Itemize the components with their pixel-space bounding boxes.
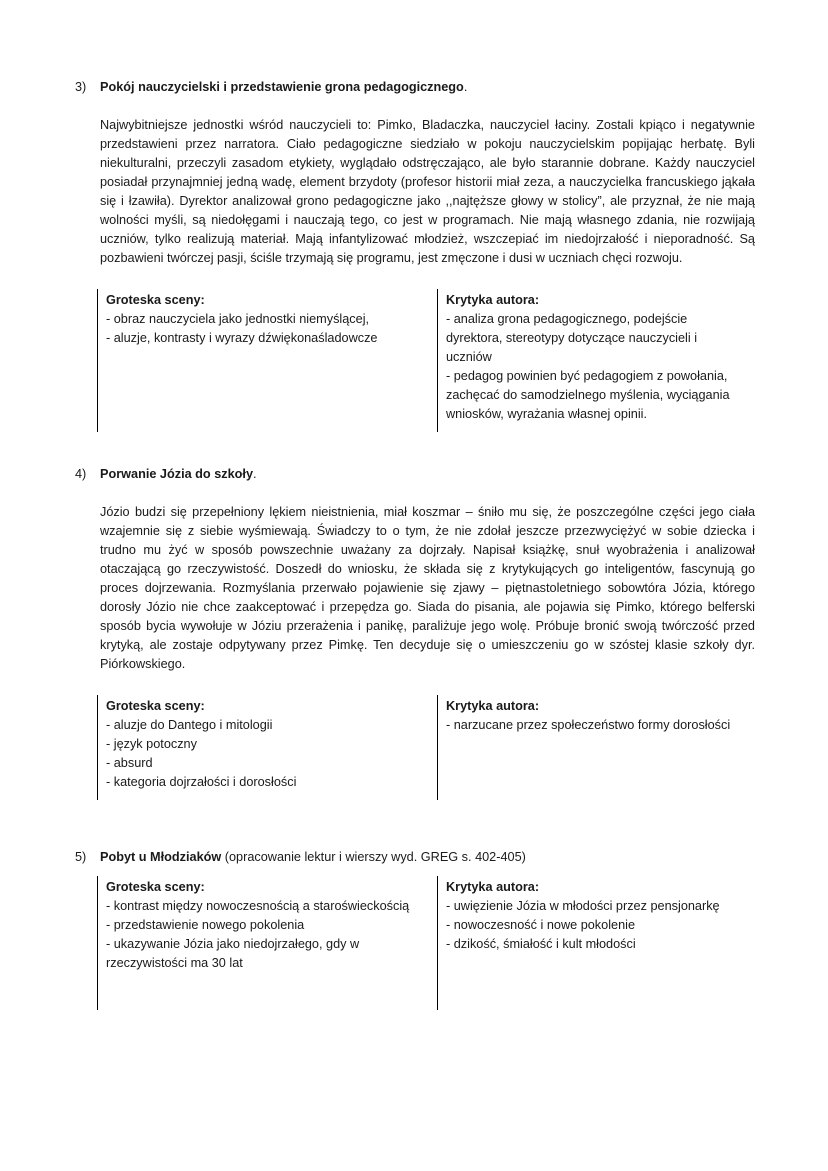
- analysis-table: [97, 695, 755, 800]
- section-paragraph: Józio budzi się przepełniony lękiem nieistnienia, miał koszmar – śniło mu się, że poszczególne części jego ciała wzajemnie się z siebie wyśmiewają. Świadczy to o tym, że nie zdołał jeszcze przezwyciężyć w sobie dziecka i trudno mu żyć w sposób powszechnie uważany za dojrzały. Napisał książkę, snuł wyobrażenia i analizował otaczającą go rzeczywistość. Doszedł do wniosku, że składa się z krytykujących go inteligentów, fascynują go proces dojrzewania. Rozmyślania przerwało pojawienie się zjawy – piętnastoletniego sobowtóra Józia, którego dorosły Józio nie chce zaakceptować i przepędza go. Siada do pisania, ale pojawia się Pimko, którego belferski sposób bycia wywołuje w Józiu przerażenia i panikę, paraliżuje jego wolę. Próbuje bronić swoją twórczość przed krytyką, ale zostaje odpytywany przez Pimkę. Ten decyduje się o umieszczeniu go w szóstej klasie szkoły dyr. Piórkowskiego.: [100, 505, 755, 671]
- section-4: [75, 465, 755, 800]
- groteska-header: Groteska sceny:: [106, 880, 205, 894]
- analysis-table: [97, 876, 755, 1010]
- section-spacer: [75, 800, 755, 848]
- krytyka-column: [437, 695, 755, 800]
- krytyka-column: [437, 289, 755, 432]
- krytyka-header: Krytyka autora:: [446, 293, 540, 307]
- section-title-bold: Pokój nauczycielski i przedstawienie grona pedagogicznego: [100, 80, 464, 94]
- section-title-bold: Pobyt u Młodziaków: [100, 850, 222, 864]
- list-item: - kategoria dojrzałości i dorosłości: [106, 775, 297, 789]
- groteska-header: Groteska sceny:: [106, 699, 205, 713]
- analysis-table: [97, 289, 755, 432]
- list-item: - uwięzienie Józia w młodości przez pensjonarkę: [446, 899, 720, 913]
- section-3: [75, 78, 755, 432]
- groteska-header: Groteska sceny:: [106, 293, 205, 307]
- list-item: - nowoczesność i nowe pokolenie: [446, 918, 636, 932]
- list-item: - aluzje do Dantego i mitologii: [106, 718, 273, 732]
- list-item: - analiza grona pedagogicznego, podejście dyrektora, stereotypy dotyczące nauczycieli i uczniów: [446, 312, 698, 364]
- section-number: 4): [75, 467, 87, 481]
- list-item: - przedstawienie nowego pokolenia: [106, 918, 305, 932]
- section-number: 3): [75, 80, 87, 94]
- heading-table-spacer: [75, 867, 755, 876]
- section-5: [75, 848, 755, 1010]
- section-title-rest: .: [463, 80, 468, 94]
- krytyka-header: Krytyka autora:: [446, 699, 540, 713]
- section-heading: [75, 78, 755, 97]
- groteska-column: [97, 876, 437, 1010]
- list-item: - dzikość, śmiałość i kult młodości: [446, 937, 636, 951]
- list-item: - obraz nauczyciela jako jednostki niemyślącej,: [106, 312, 370, 326]
- list-item: - język potoczny: [106, 737, 197, 751]
- list-item: - pedagog powinien być pedagogiem z powołania, zachęcać do samodzielnego myślenia, wyciągania wniosków, wyrażania własnej opinii.: [446, 369, 730, 421]
- section-spacer: [75, 432, 755, 465]
- section-heading: [75, 848, 755, 867]
- list-item: - kontrast między nowoczesnością a staroświeckością: [106, 899, 410, 913]
- list-item: - ukazywanie Józia jako niedojrzałego, gdy w rzeczywistości ma 30 lat: [106, 937, 360, 970]
- section-paragraph: Najwybitniejsze jednostki wśród nauczycieli to: Pimko, Bladaczka, nauczyciel łaciny. Zostali kpiąco i negatywnie przedstawieni przez narratora. Ciało pedagogiczne siedziało w pokoju nauczycielskim popijając herbatę. Byli niekulturalni, przeczyli zasadom etykiety, wyglądało odstręczająco, ale było starannie dobrane. Każdy nauczyciel posiadał przynajmniej jedną wadę, element brzydoty (profesor historii miał zeza, a nauczycielka francuskiego jąkała się i łzawiła). Dyrektor analizował grono pedagogiczne jako ,,najtęższe głowy w stolicy”, ale przyznał, że nie mają wolności myśli, są niedołęgami i nauczają tego, co jest w programach. Nie mają własnego zdania, nie rozwijają uczniów, tylko realizują materiał. Mają infantylizować młodzież, wszczepiać im niedojrzałość i nieporadność. Są pozbawieni twórczej pasji, ściśle trzymają się programu, jest zmęczone i dusi w uczniach chęci rozwoju.: [100, 118, 755, 265]
- section-title-rest: .: [253, 467, 257, 481]
- section-title: [100, 465, 257, 484]
- groteska-column: [97, 695, 437, 800]
- list-item: - absurd: [106, 756, 153, 770]
- krytyka-column: [437, 876, 755, 1010]
- section-title-bold: Porwanie Józia do szkoły: [100, 467, 253, 481]
- section-heading: [75, 465, 755, 484]
- krytyka-header: Krytyka autora:: [446, 880, 540, 894]
- section-number: 5): [75, 850, 87, 864]
- section-title: [100, 78, 467, 97]
- groteska-column: [97, 289, 437, 432]
- section-title: [100, 848, 526, 867]
- list-item: - aluzje, kontrasty i wyrazy dźwiękonaśladowcze: [106, 331, 378, 345]
- section-title-rest: (opracowanie lektur i wierszy wyd. GREG s. 402-405): [221, 850, 526, 864]
- list-item: - narzucane przez społeczeństwo formy dorosłości: [446, 718, 731, 732]
